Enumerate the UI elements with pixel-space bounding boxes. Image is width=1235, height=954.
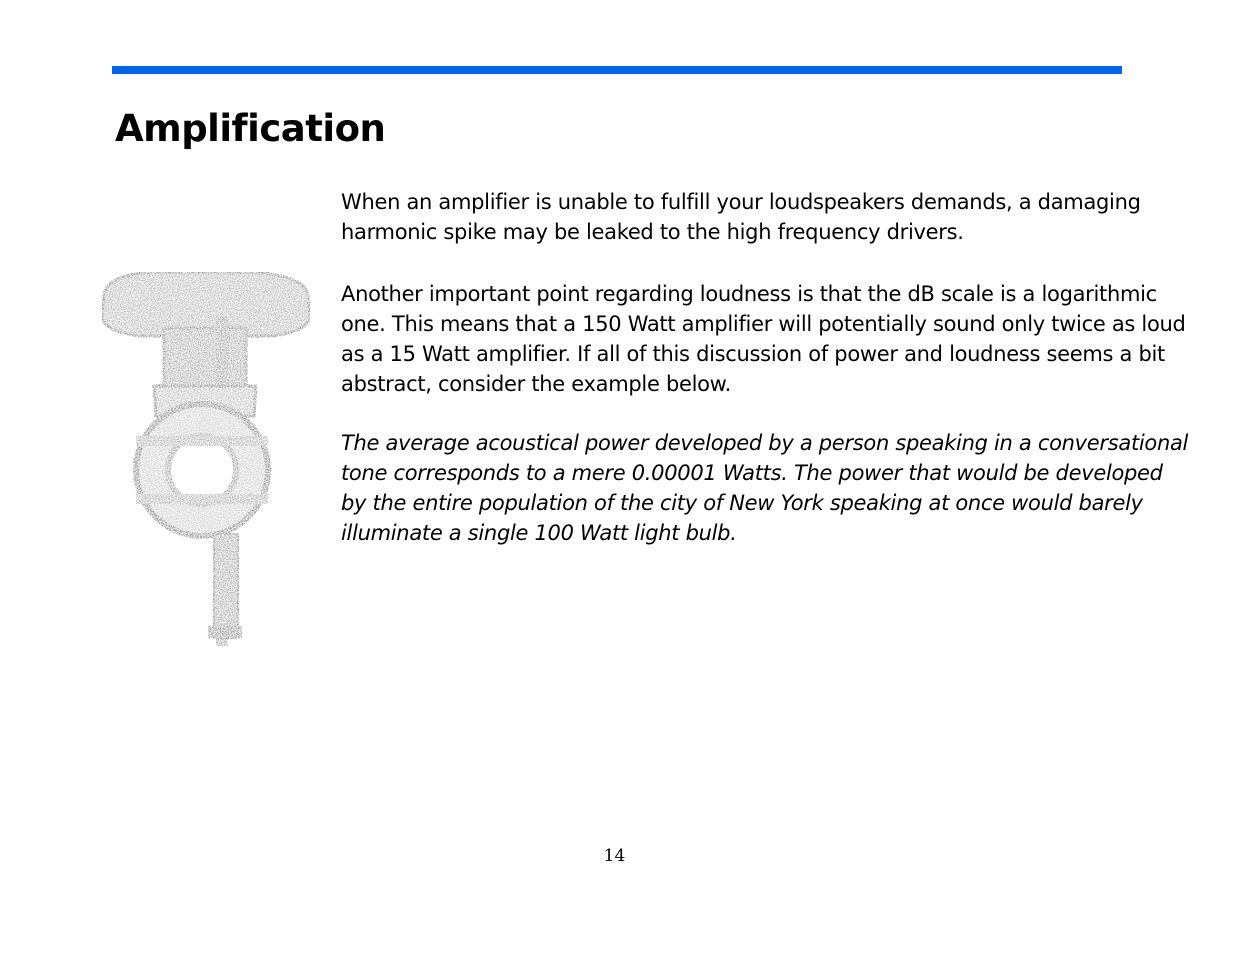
page-number: 14 [603, 846, 626, 866]
header-rule [112, 66, 1122, 74]
paragraph-db-scale: Another important point regarding loudness is that the dB scale is a logarithmic one. This means that a 150 Watt amplifier will potentially sound only twice as loud as a 15 Watt amplifier. If all of this discussion of power and loudness seems a bit abstract, consider the example below. [341, 282, 1186, 396]
page-title: Amplification [115, 107, 386, 150]
valve-illustration [96, 266, 316, 646]
paragraph-amplifier-demands: When an amplifier is unable to fulfill your loudspeakers demands, a damaging harmonic spike may be leaked to the high frequency drivers. [341, 190, 1141, 244]
valve-icon [96, 266, 316, 646]
paragraph-acoustic-power-example: The average acoustical power developed by a person speaking in a conversational tone corresponds to a mere 0.00001 Watts. The power that would be developed by the entire population of the city of New York speaking at once would barely illuminate a single 100 Watt light bulb. [341, 431, 1189, 545]
